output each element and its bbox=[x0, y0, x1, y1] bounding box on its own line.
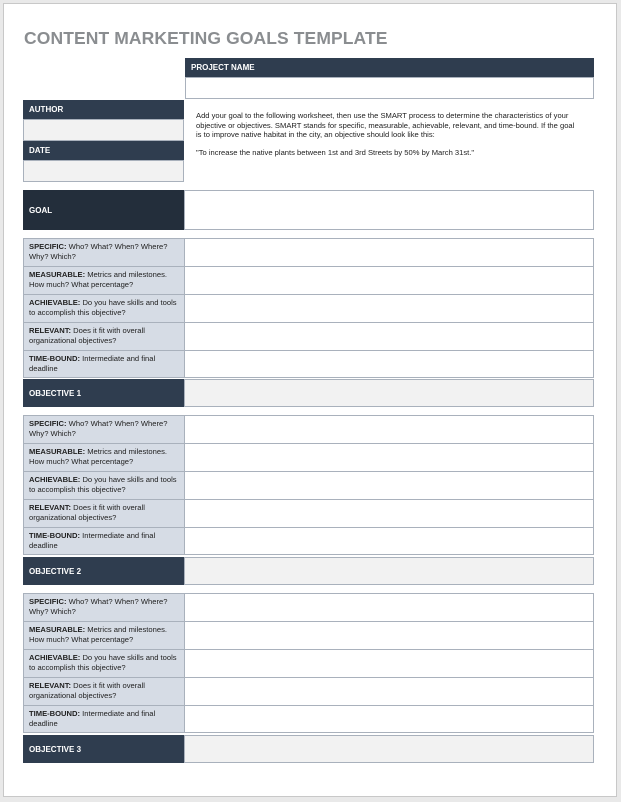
project-name-field[interactable] bbox=[185, 77, 594, 99]
smart-row-achievable bbox=[24, 650, 593, 678]
template-page bbox=[3, 3, 617, 797]
smart-row-relevant bbox=[24, 678, 593, 706]
objective-3-field[interactable] bbox=[184, 735, 594, 763]
smart-row-specific bbox=[24, 594, 593, 622]
smart-value-field[interactable] bbox=[185, 706, 593, 732]
goal-field[interactable] bbox=[184, 190, 594, 230]
page-title: CONTENT MARKETING GOALS TEMPLATE bbox=[24, 28, 388, 48]
smart-value-field[interactable] bbox=[185, 444, 593, 471]
instructions-paragraph: Add your goal to the following worksheet, then use the SMART process to determine the characteristics of your objective or objectives. SMART stands for specific, measurable, achievable, relevant, and time-bound. If the goal is to improve native habitat in the city, an objective should look like this: bbox=[196, 111, 575, 140]
smart-value-field[interactable] bbox=[185, 622, 593, 649]
author-field[interactable] bbox=[23, 119, 184, 141]
smart-row-time-bound bbox=[24, 528, 593, 554]
author-label: AUTHOR bbox=[23, 100, 184, 119]
smart-row-achievable bbox=[24, 472, 593, 500]
smart-value-field[interactable] bbox=[185, 594, 593, 621]
smart-row-measurable bbox=[24, 444, 593, 472]
smart-value-field[interactable] bbox=[185, 267, 593, 294]
smart-row-time-bound bbox=[24, 706, 593, 732]
example-objective: "To increase the native plants between 1st and 3rd Streets by 50% by March 31st." bbox=[196, 147, 475, 157]
smart-row-achievable bbox=[24, 295, 593, 323]
objective-3-label: OBJECTIVE 3 bbox=[23, 735, 184, 763]
date-field[interactable] bbox=[23, 160, 184, 182]
smart-label: ACHIEVABLE: Do you have skills and tools to accomplish this objective? bbox=[24, 472, 185, 499]
smart-block-2 bbox=[23, 415, 594, 555]
smart-row-time-bound bbox=[24, 351, 593, 377]
smart-row-specific bbox=[24, 416, 593, 444]
smart-label: ACHIEVABLE: Do you have skills and tools to accomplish this objective? bbox=[24, 650, 185, 677]
smart-row-relevant bbox=[24, 500, 593, 528]
smart-label: MEASURABLE: Metrics and milestones. How much? What percentage? bbox=[24, 622, 185, 649]
smart-row-specific bbox=[24, 239, 593, 267]
smart-value-field[interactable] bbox=[185, 472, 593, 499]
smart-label: MEASURABLE: Metrics and milestones. How much? What percentage? bbox=[24, 444, 185, 471]
smart-block-1 bbox=[23, 238, 594, 378]
instructions-text bbox=[196, 111, 581, 165]
smart-label: RELEVANT: Does it fit with overall organizational objectives? bbox=[24, 678, 185, 705]
smart-row-measurable bbox=[24, 267, 593, 295]
smart-label: TIME-BOUND: Intermediate and final deadline bbox=[24, 706, 185, 732]
smart-value-field[interactable] bbox=[185, 239, 593, 266]
goal-label: GOAL bbox=[23, 190, 184, 230]
smart-label: RELEVANT: Does it fit with overall organizational objectives? bbox=[24, 323, 185, 350]
objective-1-field[interactable] bbox=[184, 379, 594, 407]
smart-value-field[interactable] bbox=[185, 650, 593, 677]
smart-label: ACHIEVABLE: Do you have skills and tools to accomplish this objective? bbox=[24, 295, 185, 322]
smart-label: RELEVANT: Does it fit with overall organizational objectives? bbox=[24, 500, 185, 527]
objective-2-field[interactable] bbox=[184, 557, 594, 585]
smart-value-field[interactable] bbox=[185, 500, 593, 527]
smart-row-relevant bbox=[24, 323, 593, 351]
smart-value-field[interactable] bbox=[185, 678, 593, 705]
objective-1-label: OBJECTIVE 1 bbox=[23, 379, 184, 407]
smart-value-field[interactable] bbox=[185, 416, 593, 443]
project-name-label: PROJECT NAME bbox=[185, 58, 594, 77]
smart-label: TIME-BOUND: Intermediate and final deadline bbox=[24, 528, 185, 554]
smart-row-measurable bbox=[24, 622, 593, 650]
smart-value-field[interactable] bbox=[185, 351, 593, 377]
smart-label: SPECIFIC: Who? What? When? Where? Why? Which? bbox=[24, 239, 185, 266]
smart-label: SPECIFIC: Who? What? When? Where? Why? Which? bbox=[24, 416, 185, 443]
smart-value-field[interactable] bbox=[185, 323, 593, 350]
smart-label: TIME-BOUND: Intermediate and final deadline bbox=[24, 351, 185, 377]
smart-label: SPECIFIC: Who? What? When? Where? Why? Which? bbox=[24, 594, 185, 621]
date-label: DATE bbox=[23, 141, 184, 160]
objective-2-label: OBJECTIVE 2 bbox=[23, 557, 184, 585]
smart-label: MEASURABLE: Metrics and milestones. How much? What percentage? bbox=[24, 267, 185, 294]
smart-block-3 bbox=[23, 593, 594, 733]
smart-value-field[interactable] bbox=[185, 528, 593, 554]
smart-value-field[interactable] bbox=[185, 295, 593, 322]
